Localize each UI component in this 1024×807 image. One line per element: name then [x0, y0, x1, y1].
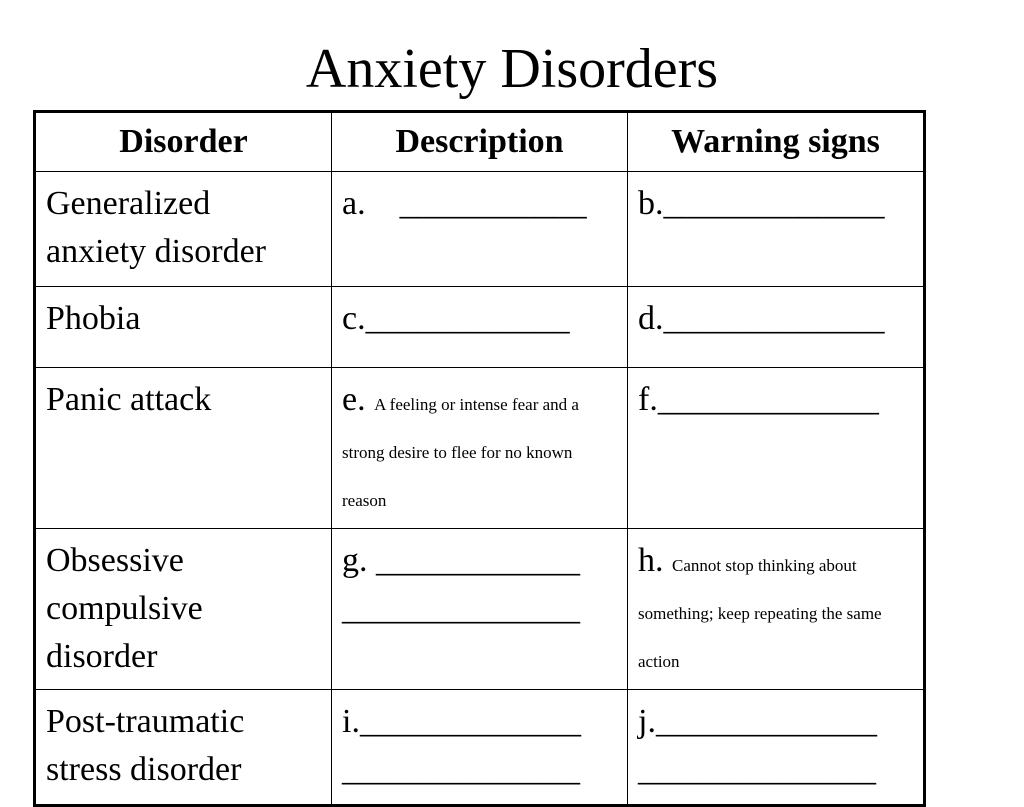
- table-header-row: [35, 112, 925, 172]
- disorder-cell: [35, 172, 332, 287]
- description-blank: c.____________: [342, 300, 570, 337]
- warning-cell: [628, 368, 925, 529]
- warning-letter: h.: [638, 542, 664, 579]
- warning-blank: f._____________: [638, 381, 879, 418]
- description-cell: [332, 529, 628, 690]
- header-warning-signs: Warning signs: [628, 112, 925, 172]
- warning-cell: [628, 287, 925, 368]
- disorder-name-line: anxiety disorder: [46, 233, 266, 270]
- description-blank: ______________: [342, 751, 580, 788]
- description-text: A feeling or intense fear and a strong desire to flee for no known reason: [342, 395, 579, 510]
- description-cell: [332, 287, 628, 368]
- disorder-cell: [35, 690, 332, 806]
- header-description: Description: [332, 112, 628, 172]
- header-disorder: Disorder: [35, 112, 332, 172]
- warning-blank: b._____________: [638, 185, 885, 222]
- description-cell: [332, 368, 628, 529]
- anxiety-disorders-table: [33, 110, 926, 807]
- disorder-name-line: disorder: [46, 638, 158, 675]
- warning-cell: [628, 690, 925, 806]
- table-row: [35, 172, 925, 287]
- warning-cell: [628, 172, 925, 287]
- description-blank: i._____________: [342, 703, 581, 740]
- warning-text: Cannot stop thinking about something; keep repeating the same action: [638, 556, 882, 671]
- disorder-name-line: Post-traumatic: [46, 703, 245, 740]
- disorder-name-line: Panic attack: [46, 381, 212, 418]
- disorder-name-line: Phobia: [46, 300, 141, 337]
- table-row: [35, 690, 925, 806]
- description-cell: [332, 690, 628, 806]
- disorder-name-line: Generalized: [46, 185, 211, 222]
- warning-blank: ______________: [638, 751, 876, 788]
- table-row: [35, 287, 925, 368]
- description-blank: g. ____________: [342, 542, 580, 579]
- warning-blank: j._____________: [638, 703, 877, 740]
- disorder-cell: [35, 287, 332, 368]
- table-row: [35, 368, 925, 529]
- description-blank: a. ___________: [342, 185, 587, 222]
- disorder-cell: [35, 368, 332, 529]
- description-blank: ______________: [342, 590, 580, 627]
- warning-cell: [628, 529, 925, 690]
- disorder-name-line: stress disorder: [46, 751, 242, 788]
- description-letter: e.: [342, 381, 366, 418]
- disorder-cell: [35, 529, 332, 690]
- page-title: Anxiety Disorders: [305, 38, 719, 100]
- warning-blank: d._____________: [638, 300, 885, 337]
- table-row: [35, 529, 925, 690]
- disorder-name-line: Obsessive: [46, 542, 184, 579]
- disorder-name-line: compulsive: [46, 590, 203, 627]
- description-cell: [332, 172, 628, 287]
